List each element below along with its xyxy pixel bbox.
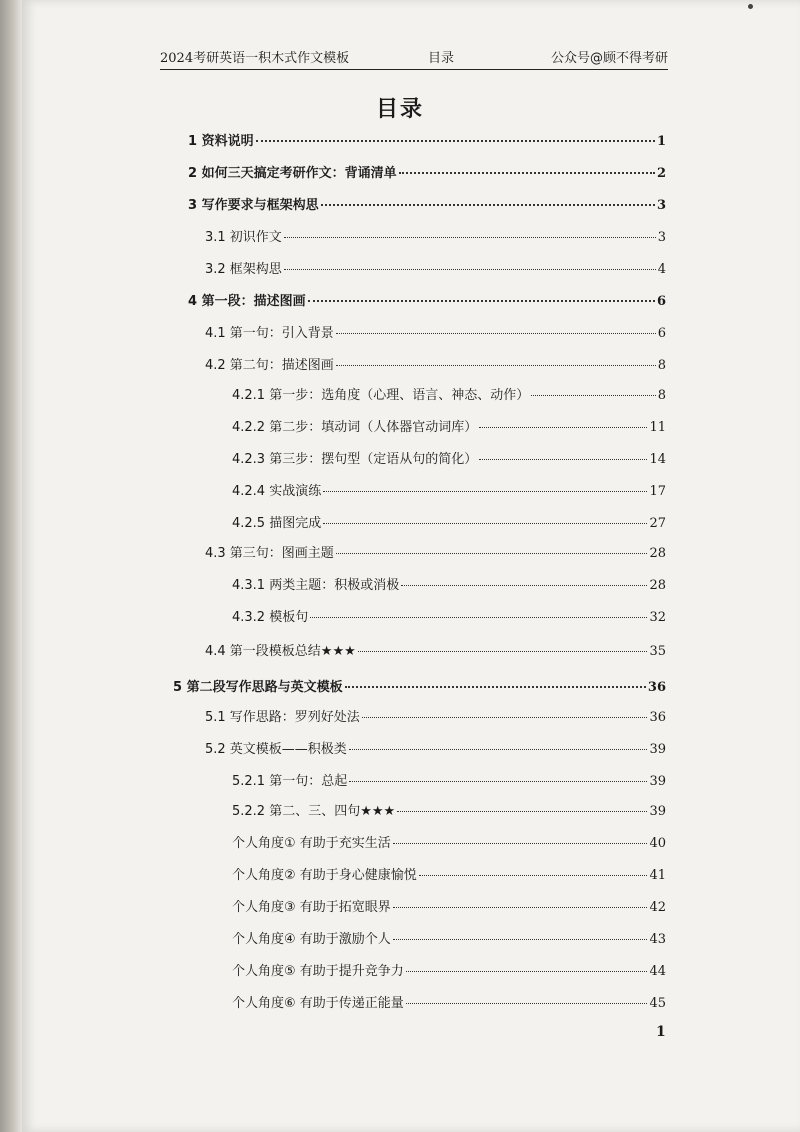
toc-entry-title: 4.3 第三句：图画主题 <box>205 546 334 561</box>
toc-entry[interactable] <box>232 992 666 1012</box>
toc-entry-title: 3 写作要求与框架构思 <box>188 198 319 213</box>
toc-entry-title: 3.1 初识作文 <box>205 230 282 245</box>
toc-entry[interactable] <box>232 960 666 980</box>
toc-entry-page: 44 <box>649 964 666 979</box>
toc-dot-leader <box>393 843 648 844</box>
toc-dot-leader <box>531 395 656 396</box>
toc-entry-page: 27 <box>649 516 666 531</box>
toc-entry-title: 4.1 第一句：引入背景 <box>205 326 334 341</box>
toc-entry[interactable] <box>232 480 666 500</box>
toc-dot-leader <box>362 717 648 718</box>
toc-entry[interactable] <box>232 864 666 884</box>
toc-dot-leader <box>323 523 647 524</box>
page-edge-shadow <box>0 0 22 1132</box>
header-section: 目录 <box>428 51 455 66</box>
toc-entry-page: 14 <box>649 452 666 467</box>
toc-dot-leader <box>397 811 647 812</box>
toc-dot-leader <box>406 971 648 972</box>
toc-entry-title: 2 如何三天搞定考研作文：背诵清单 <box>188 166 397 181</box>
toc-entry[interactable] <box>205 738 666 758</box>
toc-entry-page: 3 <box>656 198 666 213</box>
toc-entry-title: 4.3.1 两类主题：积极或消极 <box>232 578 400 593</box>
toc-dot-leader <box>323 491 647 492</box>
toc-entry[interactable] <box>188 130 666 150</box>
toc-entry-page: 41 <box>649 868 666 883</box>
toc-entry-page: 36 <box>649 710 666 725</box>
toc-entry-page: 42 <box>649 900 666 915</box>
toc-entry-title: 个人角度② 有助于身心健康愉悦 <box>232 868 417 883</box>
toc-dot-leader <box>479 427 647 428</box>
toc-entry[interactable] <box>188 194 666 214</box>
toc-entry-title: 3.2 框架构思 <box>205 262 282 277</box>
toc-entry-page: 8 <box>657 358 666 373</box>
toc-entry-page: 45 <box>649 996 666 1011</box>
toc-entry-page: 17 <box>649 484 666 499</box>
toc-entry-page: 6 <box>656 294 666 309</box>
toc-entry[interactable] <box>205 322 666 342</box>
toc-entry-title: 个人角度① 有助于充实生活 <box>232 836 391 851</box>
toc-entry[interactable] <box>173 676 666 696</box>
toc-entry-page: 35 <box>649 644 666 659</box>
toc-dot-leader <box>284 237 656 238</box>
toc-entry-page: 40 <box>649 836 666 851</box>
toc-entry-title: 个人角度④ 有助于激励个人 <box>232 932 391 947</box>
toc-entry-title: 个人角度⑤ 有助于提升竞争力 <box>232 964 404 979</box>
toc-entry-title: 4.2.3 第三步：摆句型（定语从句的简化） <box>232 452 478 467</box>
toc-entry[interactable] <box>232 574 666 594</box>
toc-entry[interactable] <box>232 512 666 532</box>
toc-entry-page: 28 <box>649 578 666 593</box>
toc-entry[interactable] <box>205 226 666 246</box>
toc-entry-title: 4.2.4 实战演练 <box>232 484 322 499</box>
running-header <box>160 45 668 70</box>
toc-entry[interactable] <box>205 640 666 660</box>
toc-entry[interactable] <box>232 832 666 852</box>
toc-dot-leader <box>349 749 648 750</box>
toc-dot-leader <box>336 333 656 334</box>
toc-dot-leader <box>479 459 647 460</box>
toc-entry-title: 4 第一段：描述图画 <box>188 294 306 309</box>
toc-entry[interactable] <box>205 542 666 562</box>
toc-entry[interactable] <box>232 770 666 790</box>
toc-entry-page: 8 <box>657 388 666 403</box>
toc-entry[interactable] <box>232 416 666 436</box>
toc-dot-leader <box>358 651 648 652</box>
toc-dot-leader <box>399 172 655 174</box>
toc-entry-title: 4.2.5 描图完成 <box>232 516 322 531</box>
toc-entry-page: 43 <box>649 932 666 947</box>
toc-entry-page: 4 <box>657 262 666 277</box>
toc-entry-page: 39 <box>649 774 666 789</box>
toc-entry-title: 个人角度⑥ 有助于传递正能量 <box>232 996 404 1011</box>
scan-speck <box>748 4 753 9</box>
toc-dot-leader <box>406 1003 648 1004</box>
toc-entry-title: 5.2.1 第一句：总起 <box>232 774 348 789</box>
toc-entry-page: 28 <box>649 546 666 561</box>
toc-entry-page: 1 <box>656 134 666 149</box>
toc-entry[interactable] <box>188 162 666 182</box>
toc-dot-leader <box>401 585 647 586</box>
toc-entry[interactable] <box>232 928 666 948</box>
page-number: 1 <box>656 1024 666 1040</box>
toc-dot-leader <box>256 140 655 142</box>
toc-entry[interactable] <box>205 258 666 278</box>
toc-entry-title: 5.2 英文模板——积极类 <box>205 742 347 757</box>
toc-dot-leader <box>349 781 647 782</box>
toc-entry-page: 39 <box>649 804 666 819</box>
toc-entry-page: 3 <box>657 230 666 245</box>
toc-entry-page: 6 <box>657 326 666 341</box>
toc-dot-leader <box>321 204 655 206</box>
toc-entry-title: 4.2.1 第一步：选角度（心理、语言、神态、动作） <box>232 388 530 403</box>
toc-entry[interactable] <box>205 354 666 374</box>
page-title: 目录 <box>375 97 424 122</box>
toc-dot-leader <box>336 553 648 554</box>
toc-dot-leader <box>393 907 648 908</box>
toc-entry[interactable] <box>232 384 666 404</box>
toc-entry-title: 1 资料说明 <box>188 134 254 149</box>
toc-entry[interactable] <box>232 606 666 626</box>
toc-entry-page: 11 <box>649 420 666 435</box>
toc-entry-title: 个人角度③ 有助于拓宽眼界 <box>232 900 391 915</box>
toc-dot-leader <box>310 617 647 618</box>
toc-entry[interactable] <box>232 896 666 916</box>
header-right-account: 公众号@顾不得考研 <box>550 51 668 66</box>
toc-dot-leader <box>308 300 655 302</box>
header-left-title: 2024考研英语一积木式作文模板 <box>160 51 350 66</box>
toc-dot-leader <box>336 365 656 366</box>
toc-entry-title: 4.2.2 第二步：填动词（人体器官动词库） <box>232 420 478 435</box>
toc-entry[interactable] <box>232 448 666 468</box>
toc-dot-leader <box>419 875 648 876</box>
toc-entry[interactable] <box>205 706 666 726</box>
toc-entry-page: 36 <box>647 680 666 695</box>
toc-dot-leader <box>393 939 648 940</box>
toc-entry-title: 4.3.2 模板句 <box>232 610 309 625</box>
toc-entry-page: 32 <box>649 610 666 625</box>
toc-entry-page: 2 <box>656 166 666 181</box>
toc-entry[interactable] <box>232 800 666 820</box>
toc-entry[interactable] <box>188 290 666 310</box>
toc-entry-page: 39 <box>649 742 666 757</box>
toc-dot-leader <box>345 686 646 688</box>
toc-entry-title: 4.2 第二句：描述图画 <box>205 358 334 373</box>
toc-entry-title: 4.4 第一段模板总结★★★ <box>205 644 356 659</box>
toc-entry-title: 5.1 写作思路：罗列好处法 <box>205 710 360 725</box>
toc-entry-title: 5.2.2 第二、三、四句★★★ <box>232 804 396 819</box>
toc-entry-title: 5 第二段写作思路与英文模板 <box>173 680 343 695</box>
toc-dot-leader <box>284 269 656 270</box>
